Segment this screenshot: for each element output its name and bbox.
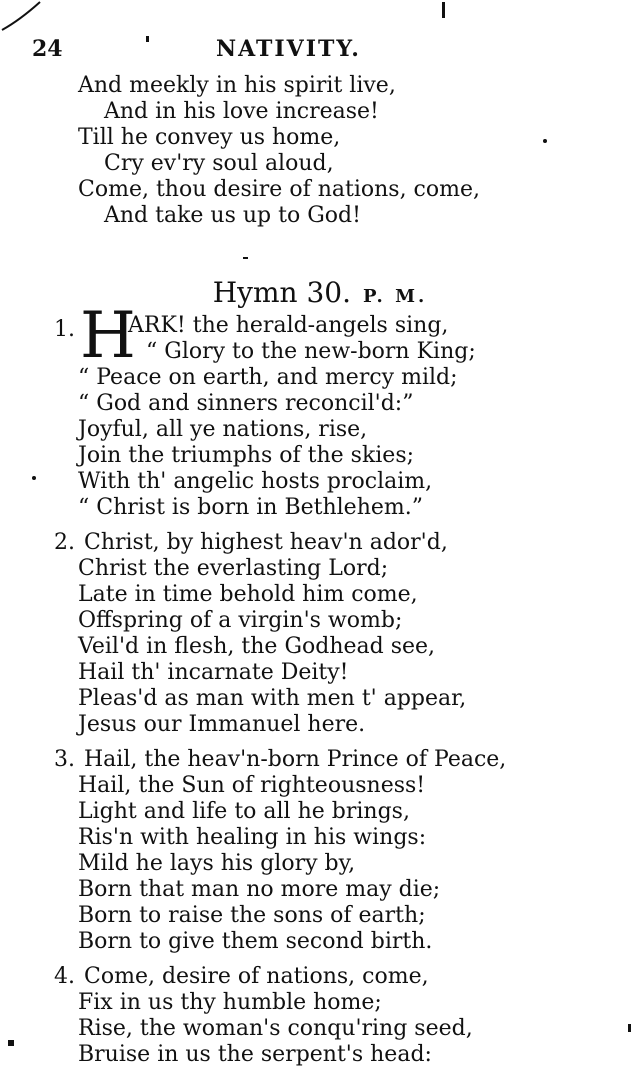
verse-line: Christ, by highest heav'n ador'd,	[84, 530, 448, 555]
verse-line: Mild he lays his glory by,	[78, 851, 356, 876]
scan-speck	[32, 476, 36, 480]
verse-line: Cry ev'ry soul aloud,	[104, 151, 334, 176]
page-header	[0, 30, 640, 70]
scan-speck	[442, 2, 445, 18]
stanza-number: 2.	[54, 530, 75, 555]
running-head: NATIVITY.	[216, 36, 361, 62]
verse-line: Born to give them second birth.	[78, 929, 433, 954]
verse-line: Join the triumphs of the skies;	[78, 443, 415, 468]
verse-line: Christ the everlasting Lord;	[78, 556, 389, 581]
verse-line: ARK! the herald-angels sing,	[128, 313, 449, 338]
verse-line: Come, desire of nations, come,	[84, 964, 429, 989]
verse-line: And take us up to God!	[104, 203, 361, 228]
hymn-meter: P. M.	[362, 286, 428, 307]
verse-line: “ Christ is born in Bethlehem.”	[78, 495, 423, 520]
verse-line: Offspring of a virgin's womb;	[78, 608, 403, 633]
scan-speck	[243, 257, 248, 259]
scan-speck	[543, 139, 547, 143]
scan-speck	[628, 1024, 631, 1032]
verse-line: Come, thou desire of nations, come,	[78, 177, 480, 202]
scan-artifact-stroke	[0, 0, 60, 40]
verse-line: “ Glory to the new-born King;	[146, 339, 476, 364]
scan-speck	[146, 36, 149, 42]
verse-line: “ Peace on earth, and mercy mild;	[78, 365, 458, 390]
verse-line: And in his love increase!	[104, 99, 379, 124]
stanza-number: 1.	[54, 317, 75, 342]
drop-cap: H	[80, 299, 136, 373]
stanza-number: 3.	[54, 747, 75, 772]
verse-line: Ris'n with healing in his wings:	[78, 825, 427, 850]
verse-line: Light and life to all he brings,	[78, 799, 410, 824]
verse-line: Bruise in us the serpent's head:	[78, 1042, 432, 1067]
verse-line: “ God and sinners reconcil'd:”	[78, 391, 414, 416]
verse-line: With th' angelic hosts proclaim,	[78, 469, 433, 494]
verse-line: Veil'd in flesh, the Godhead see,	[78, 634, 436, 659]
verse-line: Joyful, all ye nations, rise,	[78, 417, 368, 442]
verse-line: Hail th' incarnate Deity!	[78, 660, 349, 685]
verse-line: Born to raise the sons of earth;	[78, 903, 426, 928]
verse-line: Hail, the heav'n-born Prince of Peace,	[84, 747, 507, 772]
verse-line: Pleas'd as man with men t' appear,	[78, 686, 467, 711]
stanza-number: 4.	[54, 964, 75, 989]
verse-line: Late in time behold him come,	[78, 582, 418, 607]
scan-speck	[8, 1040, 14, 1046]
hymn-title-text: Hymn 30.	[212, 276, 351, 309]
verse-line: And meekly in his spirit live,	[78, 73, 396, 98]
verse-line: Born that man no more may die;	[78, 877, 441, 902]
verse-line: Jesus our Immanuel here.	[78, 712, 366, 737]
verse-line: Rise, the woman's conqu'ring seed,	[78, 1016, 473, 1041]
page-number: 24	[32, 36, 63, 62]
verse-line: Till he convey us home,	[78, 125, 341, 150]
verse-line: Hail, the Sun of righteousness!	[78, 773, 426, 798]
verse-line: Fix in us thy humble home;	[78, 990, 382, 1015]
